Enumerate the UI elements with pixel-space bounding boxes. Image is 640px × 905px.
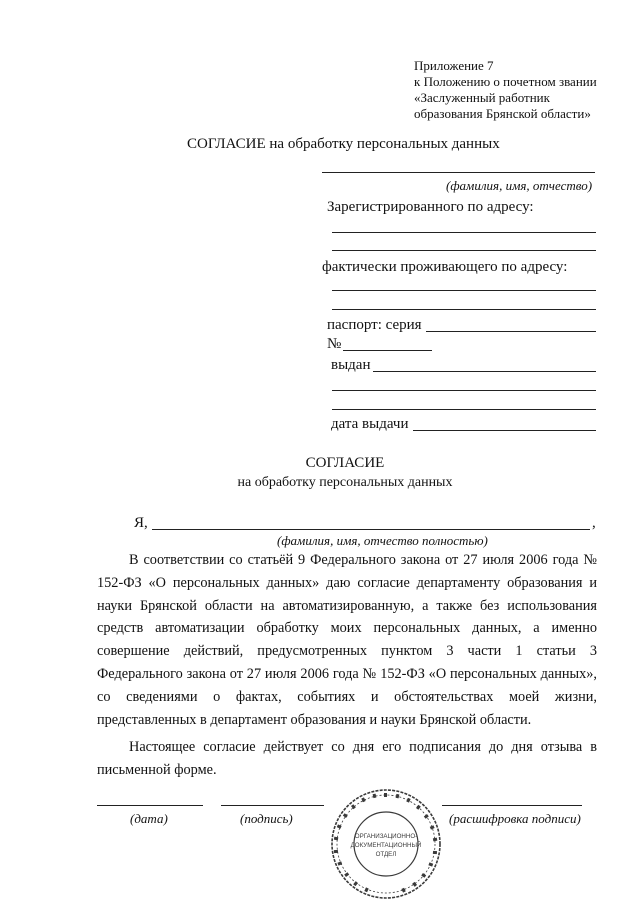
appendix-line-4: образования Брянской области» xyxy=(414,106,591,121)
round-stamp-seal xyxy=(330,788,442,900)
registered-address-line-1[interactable] xyxy=(332,232,596,233)
appendix-line-3: «Заслуженный работник xyxy=(414,90,550,105)
passport-series-line[interactable] xyxy=(426,331,596,332)
issued-by-line-1[interactable] xyxy=(373,371,596,372)
issued-by-line-3[interactable] xyxy=(332,409,596,410)
fio-full-caption: (фамилия, имя, отчество полностью) xyxy=(277,533,488,548)
consent-subtitle: на обработку персональных данных xyxy=(237,475,453,490)
fio-line[interactable] xyxy=(322,172,595,173)
consent-title: СОГЛАСИЕ xyxy=(305,455,385,471)
fio-caption: (фамилия, имя, отчество) xyxy=(446,178,593,193)
appendix-line-2: к Положению о почетном звании xyxy=(414,74,597,89)
decode-caption: (расшифровка подписи) xyxy=(449,811,581,826)
passport-number-label: № xyxy=(327,336,342,352)
registered-address-line-2[interactable] xyxy=(332,250,596,251)
issued-by-line-2[interactable] xyxy=(332,390,596,391)
stamp-inner-line-1: ОРГАНИЗАЦИОННО- xyxy=(354,833,418,840)
fio-full-line[interactable] xyxy=(152,529,590,530)
stamp-inner-line-3: ОТДЕЛ xyxy=(375,851,397,858)
actual-address-label: фактически проживающего по адресу: xyxy=(322,259,568,275)
issue-date-label: дата выдачи xyxy=(331,416,409,432)
consent-paragraph-1: В соответствии со статьёй 9 Федерального закона от 27 июля 2006 года № 152-ФЗ «О персональных данных» даю согласие департаменту образования и науки Брянской области на автоматизированную, а также без использования средств автоматизации обработку моих персональных данных, а именно совершение действий, предусмотренных пунктом 3 части 1 статьи 3 Федерального закона от 27 июля 2006 года № 152-ФЗ «О персональных данных», со сведениями о фактах, событиях и обстоятельствах моей жизни, представленных в департамент образования и науки Брянской области. xyxy=(97,552,597,728)
appendix-line-1: Приложение 7 xyxy=(414,58,494,73)
consent-body xyxy=(97,549,597,782)
issued-by-label: выдан xyxy=(331,357,371,373)
registered-label: Зарегистрированного по адресу: xyxy=(327,199,534,215)
header-title: СОГЛАСИЕ на обработку персональных данных xyxy=(187,136,500,152)
decode-line[interactable] xyxy=(442,805,582,806)
stamp-inner-line-2: ДОКУМЕНТАЦИОННЫЙ xyxy=(350,842,422,849)
date-caption: (дата) xyxy=(130,811,168,826)
sign-caption: (подпись) xyxy=(240,811,293,826)
i-label: Я, xyxy=(134,515,148,531)
consent-paragraph-2: Настоящее согласие действует со дня его подписания до дня отзыва в письменной форме. xyxy=(97,739,597,779)
passport-number-line[interactable] xyxy=(343,350,432,351)
passport-series-label: паспорт: серия xyxy=(327,317,422,333)
date-line[interactable] xyxy=(97,805,203,806)
appendix-block xyxy=(414,58,597,122)
sign-line[interactable] xyxy=(221,805,324,806)
fio-comma: , xyxy=(592,515,596,531)
issue-date-line[interactable] xyxy=(413,430,596,431)
actual-address-line-2[interactable] xyxy=(332,309,596,310)
actual-address-line-1[interactable] xyxy=(332,290,596,291)
